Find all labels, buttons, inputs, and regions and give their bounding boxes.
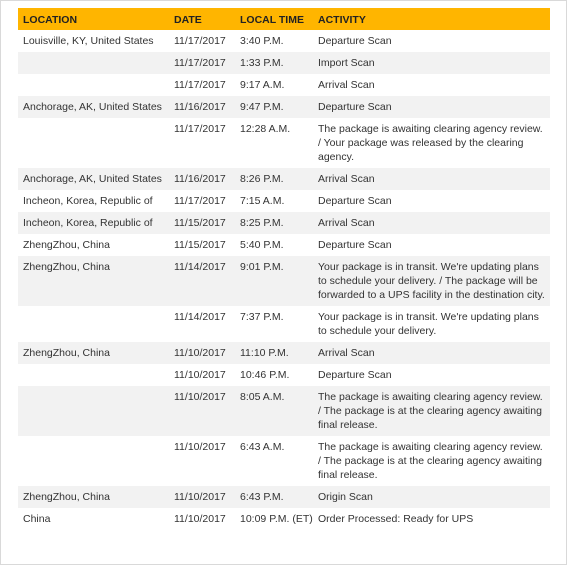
cell-date: 11/15/2017: [169, 212, 235, 234]
table-row: [18, 436, 550, 486]
cell-date: 11/10/2017: [169, 486, 235, 508]
table-row: [18, 386, 550, 436]
cell-activity: Departure Scan: [313, 364, 550, 386]
cell-date: 11/17/2017: [169, 30, 235, 52]
table-row: [18, 52, 550, 74]
table-row: [18, 96, 550, 118]
table-row: [18, 306, 550, 342]
cell-location: Louisville, KY, United States: [18, 30, 169, 52]
table-row: [18, 342, 550, 364]
table-row: [18, 234, 550, 256]
cell-activity: Departure Scan: [313, 30, 550, 52]
cell-activity: Origin Scan: [313, 486, 550, 508]
cell-activity: The package is awaiting clearing agency review. / The package is at the clearing agency awaiting final release.: [313, 386, 550, 436]
cell-local-time: 10:46 P.M.: [235, 364, 313, 386]
cell-date: 11/10/2017: [169, 508, 235, 530]
cell-local-time: 1:33 P.M.: [235, 52, 313, 74]
cell-activity: The package is awaiting clearing agency review. / The package is at the clearing agency awaiting final release.: [313, 436, 550, 486]
cell-local-time: 10:09 P.M. (ET): [235, 508, 313, 530]
cell-location: Anchorage, AK, United States: [18, 96, 169, 118]
column-header-local-time: LOCAL TIME: [235, 8, 313, 30]
cell-activity: Order Processed: Ready for UPS: [313, 508, 550, 530]
table-row: [18, 74, 550, 96]
cell-local-time: 6:43 A.M.: [235, 436, 313, 486]
cell-location: [18, 118, 169, 168]
cell-local-time: 8:26 P.M.: [235, 168, 313, 190]
cell-activity: Departure Scan: [313, 234, 550, 256]
cell-location: ZhengZhou, China: [18, 234, 169, 256]
table-row: [18, 364, 550, 386]
cell-location: ZhengZhou, China: [18, 486, 169, 508]
cell-location: [18, 436, 169, 486]
table-body: [18, 30, 550, 530]
cell-location: [18, 306, 169, 342]
cell-activity: Departure Scan: [313, 96, 550, 118]
cell-local-time: 12:28 A.M.: [235, 118, 313, 168]
cell-location: [18, 74, 169, 96]
cell-activity: Arrival Scan: [313, 168, 550, 190]
cell-local-time: 9:01 P.M.: [235, 256, 313, 306]
cell-local-time: 8:05 A.M.: [235, 386, 313, 436]
cell-location: [18, 52, 169, 74]
table-row: [18, 486, 550, 508]
cell-activity: Arrival Scan: [313, 212, 550, 234]
table-row: [18, 118, 550, 168]
cell-date: 11/14/2017: [169, 306, 235, 342]
cell-location: [18, 364, 169, 386]
cell-local-time: 5:40 P.M.: [235, 234, 313, 256]
cell-local-time: 9:17 A.M.: [235, 74, 313, 96]
shipment-progress-table: [18, 8, 550, 530]
cell-location: ZhengZhou, China: [18, 256, 169, 306]
column-header-activity: ACTIVITY: [313, 8, 550, 30]
cell-date: 11/10/2017: [169, 386, 235, 436]
cell-activity: The package is awaiting clearing agency review. / Your package was released by the clearing agency.: [313, 118, 550, 168]
cell-location: [18, 386, 169, 436]
cell-activity: Arrival Scan: [313, 342, 550, 364]
cell-activity: Arrival Scan: [313, 74, 550, 96]
cell-activity: Your package is in transit. We're updating plans to schedule your delivery.: [313, 306, 550, 342]
cell-date: 11/17/2017: [169, 118, 235, 168]
column-header-date: DATE: [169, 8, 235, 30]
table-row: [18, 168, 550, 190]
cell-location: Incheon, Korea, Republic of: [18, 190, 169, 212]
table-row: [18, 508, 550, 530]
table-header: [18, 8, 550, 30]
table-row: [18, 190, 550, 212]
cell-activity: Departure Scan: [313, 190, 550, 212]
cell-location: Incheon, Korea, Republic of: [18, 212, 169, 234]
cell-local-time: 7:15 A.M.: [235, 190, 313, 212]
cell-local-time: 8:25 P.M.: [235, 212, 313, 234]
cell-date: 11/10/2017: [169, 342, 235, 364]
cell-date: 11/16/2017: [169, 96, 235, 118]
column-header-location: LOCATION: [18, 8, 169, 30]
cell-activity: Import Scan: [313, 52, 550, 74]
cell-date: 11/10/2017: [169, 364, 235, 386]
table-row: [18, 30, 550, 52]
cell-date: 11/17/2017: [169, 190, 235, 212]
cell-location: Anchorage, AK, United States: [18, 168, 169, 190]
cell-date: 11/17/2017: [169, 74, 235, 96]
cell-date: 11/16/2017: [169, 168, 235, 190]
cell-date: 11/17/2017: [169, 52, 235, 74]
cell-date: 11/10/2017: [169, 436, 235, 486]
table-row: [18, 212, 550, 234]
cell-location: ZhengZhou, China: [18, 342, 169, 364]
cell-activity: Your package is in transit. We're updating plans to schedule your delivery. / The package will be forwarded to a UPS facility in the destination city.: [313, 256, 550, 306]
cell-local-time: 6:43 P.M.: [235, 486, 313, 508]
table-row: [18, 256, 550, 306]
cell-local-time: 9:47 P.M.: [235, 96, 313, 118]
cell-local-time: 3:40 P.M.: [235, 30, 313, 52]
cell-location: China: [18, 508, 169, 530]
cell-date: 11/14/2017: [169, 256, 235, 306]
header-row: [18, 8, 550, 30]
cell-local-time: 7:37 P.M.: [235, 306, 313, 342]
cell-date: 11/15/2017: [169, 234, 235, 256]
cell-local-time: 11:10 P.M.: [235, 342, 313, 364]
